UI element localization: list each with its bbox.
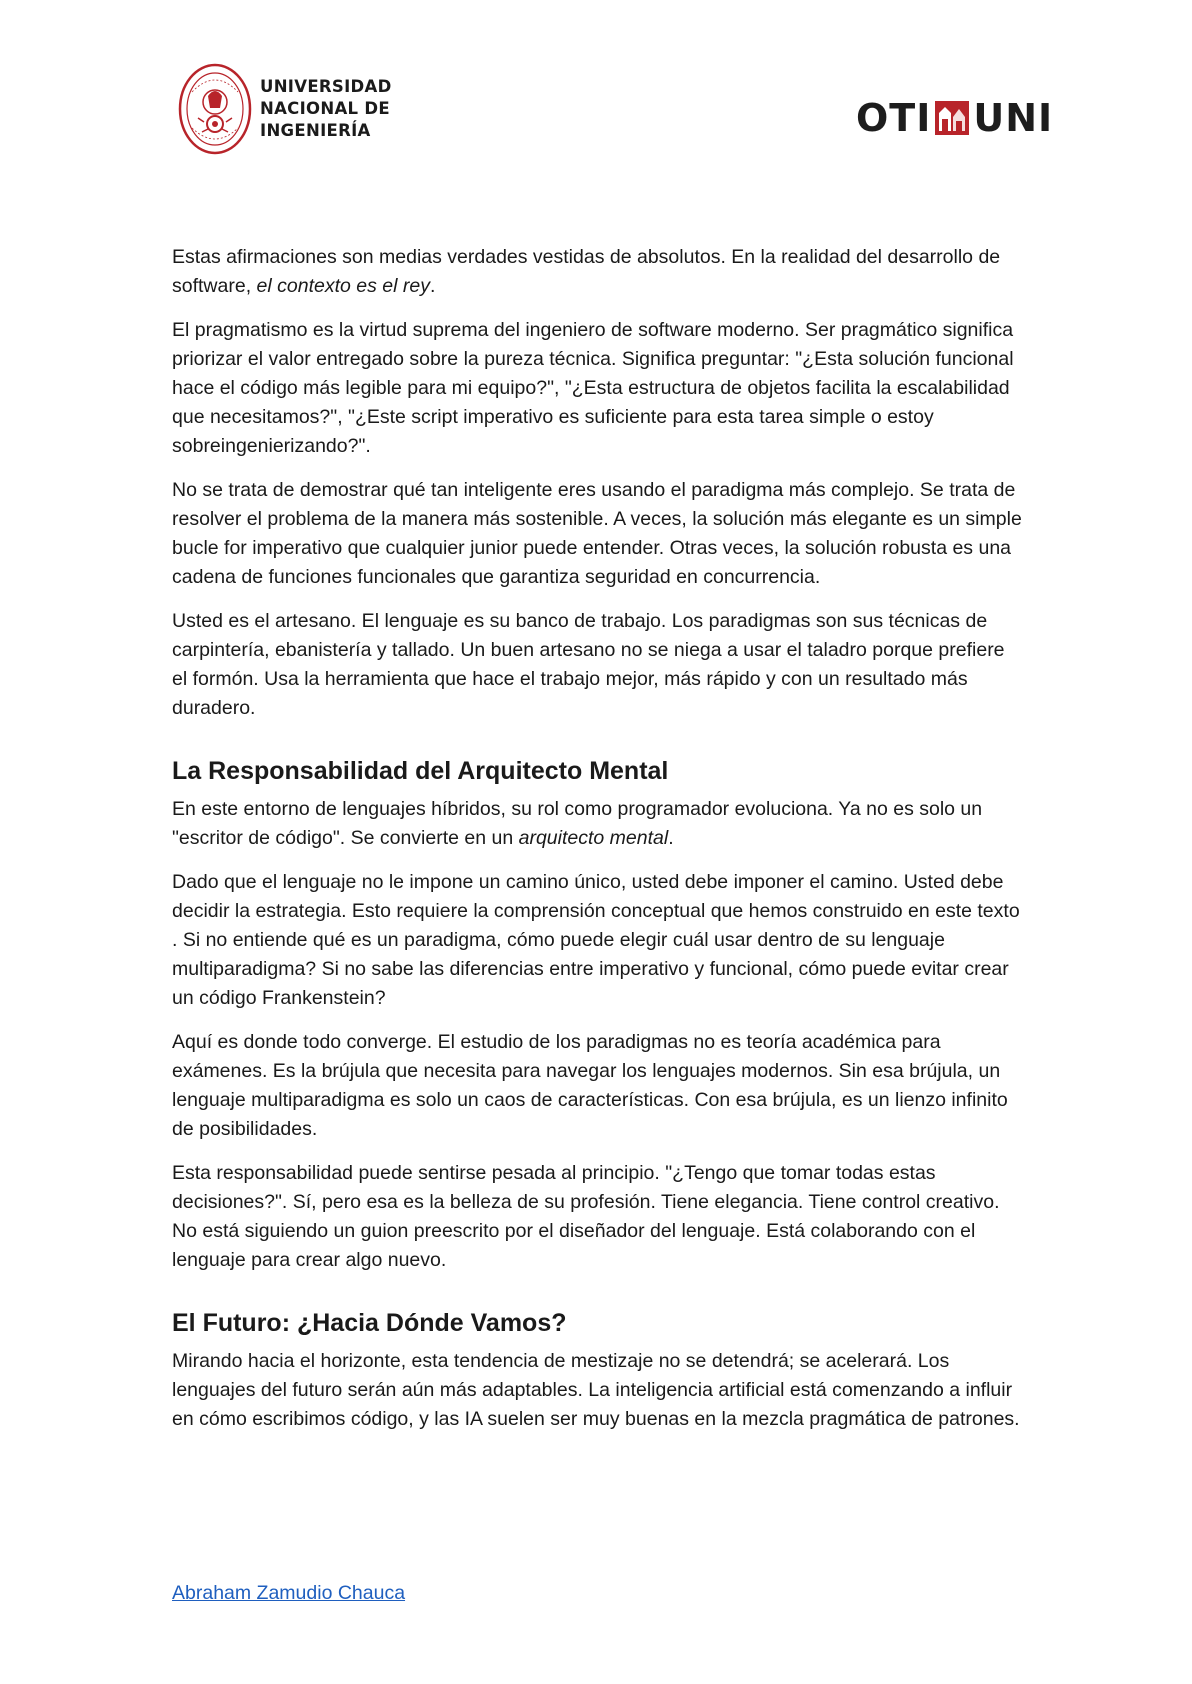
section-heading-arquitecto-mental: La Responsabilidad del Arquitecto Mental [172, 757, 669, 785]
university-logo [178, 62, 392, 156]
paragraph-8: Esta responsabilidad puede sentirse pesada al principio. "¿Tengo que tomar todas estas decisiones?". Sí, pero esa es la belleza de su profesión. Tiene elegancia. Tiene control creativo. No está siguiendo un guion preescrito por el diseñador del lenguaje. Está colaborando con el lenguaje para crear algo nuevo. [172, 1162, 1000, 1271]
oti-logo-right-text: UNI [973, 96, 1054, 140]
paragraph-1-emphasis: el contexto es el rey [256, 275, 430, 297]
paragraph-4: Usted es el artesano. El lenguaje es su banco de trabajo. Los paradigmas son sus técnicas de carpintería, ebanistería y tallado. Un buen artesano no se niega a usar el taladro porque prefiere el formón. Usa la herramienta que hace el trabajo mejor, más rápido y con un resultado más duradero. [172, 610, 1005, 719]
university-name-line-2: NACIONAL DE [260, 99, 390, 118]
page-header [0, 0, 1192, 170]
paragraph-1-text: Estas afirmaciones son medias verdades vestidas de absolutos. En la realidad del desarrollo de software, [172, 246, 1001, 297]
paragraph-3: No se trata de demostrar qué tan inteligente eres usando el paradigma más complejo. Se trata de resolver el problema de la manera más sostenible. A veces, la solución más elegante es un simple bucle for imperativo que cualquier junior puede entender. Otras veces, la solución robusta es una cadena de funciones funcionales que garantiza seguridad en concurrencia. [172, 479, 1022, 588]
oti-logo-left-text: OTI [856, 96, 932, 140]
university-seal-icon [178, 62, 252, 156]
paragraph-5 [172, 795, 1024, 853]
paragraph-5-emphasis: arquitecto mental [518, 827, 669, 849]
oti-uni-logo [856, 98, 1053, 138]
oti-mark-icon [935, 101, 969, 135]
paragraph-7: Aquí es donde todo converge. El estudio de los paradigmas no es teoría académica para exámenes. Es la brújula que necesita para navegar los lenguajes modernos. Sin esa brújula, un lenguaje multiparadigma es solo un caos de características. Con esa brújula, es un lienzo infinito de posibilidades. [172, 1031, 1008, 1140]
author-link[interactable]: Abraham Zamudio Chauca [172, 1582, 406, 1604]
paragraph-1 [172, 243, 1024, 301]
university-name-line-3: INGENIERÍA [260, 121, 371, 140]
paragraph-5-text: En este entorno de lenguajes híbridos, su rol como programador evoluciona. Ya no es solo un "escritor de código". Se convierte en un [172, 798, 983, 849]
paragraph-1-end: . [429, 275, 436, 297]
university-name [260, 76, 392, 142]
section-heading-el-futuro: El Futuro: ¿Hacia Dónde Vamos? [172, 1309, 567, 1337]
paragraph-6: Dado que el lenguaje no le impone un camino único, usted debe imponer el camino. Usted debe decidir la estrategia. Esto requiere la comprensión conceptual que hemos construido en este texto . Si no entiende qué es un paradigma, cómo puede elegir cuál usar dentro de su lenguaje multiparadigma? Si no sabe las diferencias entre imperativo y funcional, cómo puede evitar crear un código Frankenstein? [172, 871, 1020, 1009]
paragraph-9: Mirando hacia el horizonte, esta tendencia de mestizaje no se detendrá; se acelerará. Los lenguajes del futuro serán aún más adaptables. La inteligencia artificial está comenzando a influir en cómo escribimos código, y las IA suelen ser muy buenas en la mezcla pragmática de patrones. [172, 1350, 1020, 1430]
document-body [172, 243, 1024, 1449]
paragraph-2: El pragmatismo es la virtud suprema del ingeniero de software moderno. Ser pragmático significa priorizar el valor entregado sobre la pureza técnica. Significa preguntar: "¿Esta solución funcional hace el código más legible para mi equipo?", "¿Esta estructura de objetos facilita la escalabilidad que necesitamos?", "¿Este script imperativo es suficiente para esta tarea simple o estoy sobreingenierizando?". [172, 319, 1014, 457]
university-name-line-1: UNIVERSIDAD [260, 77, 392, 96]
paragraph-5-end: . [668, 827, 674, 849]
